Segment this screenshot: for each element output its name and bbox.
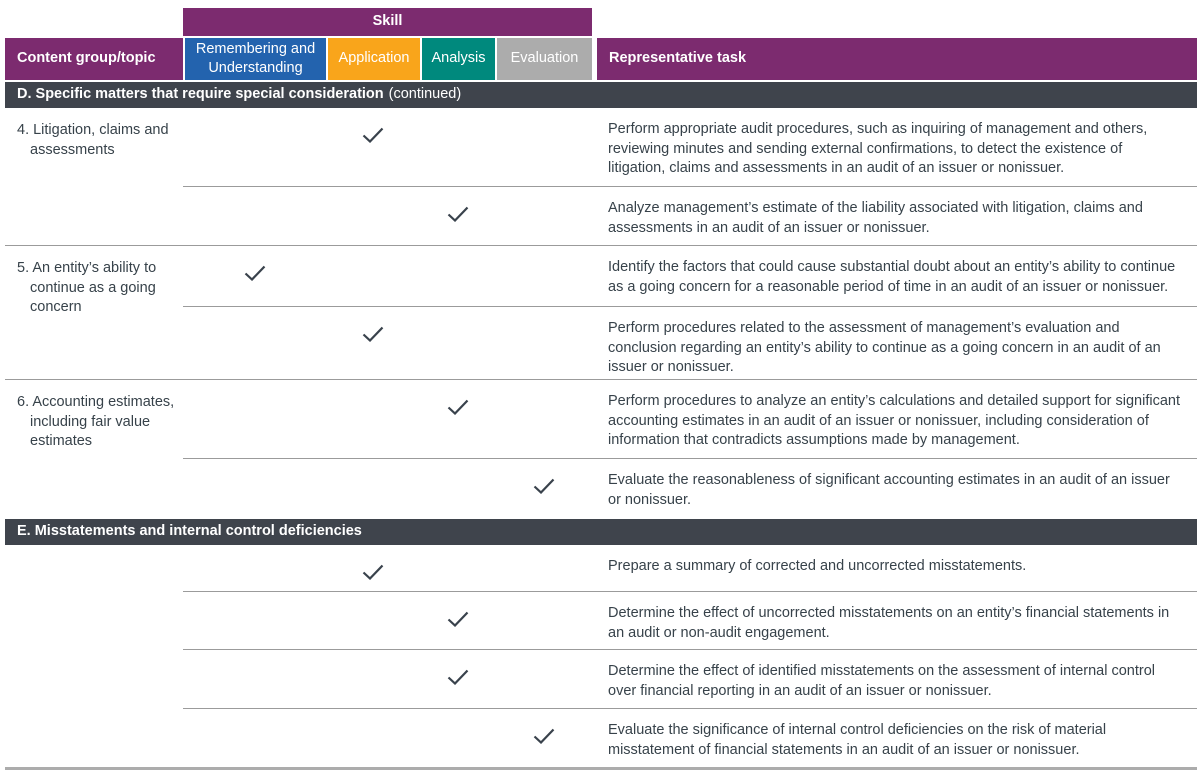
check-cell-analysis (420, 380, 495, 458)
check-cell-analysis (420, 187, 495, 245)
table-row (5, 246, 1197, 315)
skill-band-header: Skill (183, 8, 592, 36)
task-text: Evaluate the significance of internal control deficiencies on the risk of material misstatement of financial statements in an audit of an issuer or nonissuer. (608, 722, 1107, 758)
column-header-evaluation: Evaluation (495, 38, 592, 80)
table-row (5, 459, 1197, 519)
check-cell-remembering-understanding (183, 380, 326, 458)
check-cell-analysis (420, 246, 495, 306)
section-header-d (5, 82, 1197, 108)
topic-cell (5, 307, 183, 379)
topic-label: 4. Litigation, claims and assessments (17, 122, 169, 158)
column-header-analysis: Analysis (420, 38, 495, 80)
check-cell-application (326, 592, 420, 649)
check-cell-application (326, 187, 420, 245)
topic-cell (5, 246, 183, 315)
check-cell-remembering-understanding (183, 187, 326, 245)
check-icon (447, 206, 469, 222)
check-cell-evaluation (495, 307, 592, 379)
topic-cell (5, 592, 183, 649)
section-e-title: E. Misstatements and internal control deficiencies (17, 523, 362, 540)
table-bottom-border (5, 767, 1197, 770)
check-cell-evaluation (495, 650, 592, 708)
check-icon (244, 265, 266, 281)
check-cell-analysis (420, 709, 495, 766)
check-cell-remembering-understanding (183, 592, 326, 649)
check-cell-remembering-understanding (183, 307, 326, 379)
task-text: Determine the effect of uncorrected misstatements on an entity’s financial statements in an audit or non-audit engagement. (608, 605, 1170, 641)
table-row (5, 307, 1197, 379)
task-text: Determine the effect of identified misstatements on the assessment of internal control over financial reporting in an audit of an issuer or nonissuer. (608, 663, 1155, 699)
check-icon (447, 611, 469, 627)
check-cell-analysis (420, 650, 495, 708)
check-icon (362, 564, 384, 580)
check-cell-evaluation (495, 108, 592, 186)
task-text: Perform procedures to analyze an entity’s calculations and detailed support for significant accounting estimates in an audit of an issuer or nonissuer, including consideration of information that contradicts assumptions made by management. (608, 393, 1180, 448)
section-header-e (5, 519, 1197, 545)
column-header-row (5, 38, 1197, 80)
check-cell-analysis (420, 545, 495, 591)
check-cell-analysis (420, 307, 495, 379)
task-text: Analyze management’s estimate of the liability associated with litigation, claims and assessments in an audit of an issuer or nonissuer. (608, 200, 1143, 236)
check-cell-remembering-understanding (183, 459, 326, 519)
check-cell-application (326, 545, 420, 591)
task-text: Perform procedures related to the assessment of management’s evaluation and conclusion regarding an entity’s ability to continue as a going concern in an audit of an issuer or nonissuer. (608, 320, 1161, 375)
section-d-title: D. Specific matters that require special consideration (17, 86, 384, 103)
check-cell-evaluation (495, 709, 592, 766)
check-cell-application (326, 650, 420, 708)
column-header-representative-task: Representative task (597, 38, 1197, 80)
check-icon (533, 728, 555, 744)
task-text: Identify the factors that could cause substantial doubt about an entity’s ability to continue as a going concern for a reasonable period of time in an audit of an issuer or nonissuer. (608, 259, 1176, 295)
check-cell-evaluation (495, 187, 592, 245)
check-icon (362, 326, 384, 342)
task-text: Prepare a summary of corrected and uncorrected misstatements. (608, 558, 1027, 574)
check-cell-analysis (420, 459, 495, 519)
table-row (5, 108, 1197, 186)
skills-task-table (5, 8, 1197, 770)
topic-cell (5, 459, 183, 519)
topic-cell (5, 709, 183, 766)
check-icon (362, 127, 384, 143)
topic-label: 5. An entity’s ability to continue as a going concern (17, 260, 157, 315)
topic-cell (5, 545, 183, 591)
check-cell-analysis (420, 108, 495, 186)
table-row (5, 709, 1197, 766)
check-icon (447, 669, 469, 685)
check-cell-remembering-understanding (183, 545, 326, 591)
check-cell-remembering-understanding (183, 246, 326, 306)
topic-label: 6. Accounting estimates, including fair value estimates (17, 394, 175, 449)
check-cell-remembering-understanding (183, 709, 326, 766)
check-cell-evaluation (495, 246, 592, 306)
table-row (5, 650, 1197, 708)
check-cell-remembering-understanding (183, 650, 326, 708)
topic-cell (5, 650, 183, 708)
check-icon (447, 399, 469, 415)
table-row (5, 592, 1197, 649)
column-header-application: Application (326, 38, 420, 80)
topic-cell (5, 380, 183, 458)
task-text: Perform appropriate audit procedures, such as inquiring of management and others, reviewing minutes and sending external confirmations, to detect the existence of litigation, claims and assessments in an audit of an issuer or nonissuer. (608, 121, 1148, 176)
table-row (5, 380, 1197, 458)
topic-cell (5, 187, 183, 245)
check-cell-application (326, 246, 420, 306)
check-cell-analysis (420, 592, 495, 649)
check-cell-evaluation (495, 545, 592, 591)
check-cell-application (326, 108, 420, 186)
check-cell-evaluation (495, 380, 592, 458)
check-cell-evaluation (495, 459, 592, 519)
column-header-remembering-understanding: Remembering and Understanding (183, 38, 326, 80)
check-cell-remembering-understanding (183, 108, 326, 186)
check-icon (533, 478, 555, 494)
check-cell-application (326, 307, 420, 379)
check-cell-evaluation (495, 592, 592, 649)
table-row (5, 545, 1197, 591)
table-row (5, 187, 1197, 245)
check-cell-application (326, 709, 420, 766)
topic-cell (5, 108, 183, 186)
task-text: Evaluate the reasonableness of significant accounting estimates in an audit of an issuer or nonissuer. (608, 472, 1170, 508)
section-d-suffix: (continued) (388, 86, 462, 103)
skill-band-row (5, 8, 1197, 36)
column-header-topic: Content group/topic (5, 38, 183, 80)
check-cell-application (326, 380, 420, 458)
check-cell-application (326, 459, 420, 519)
